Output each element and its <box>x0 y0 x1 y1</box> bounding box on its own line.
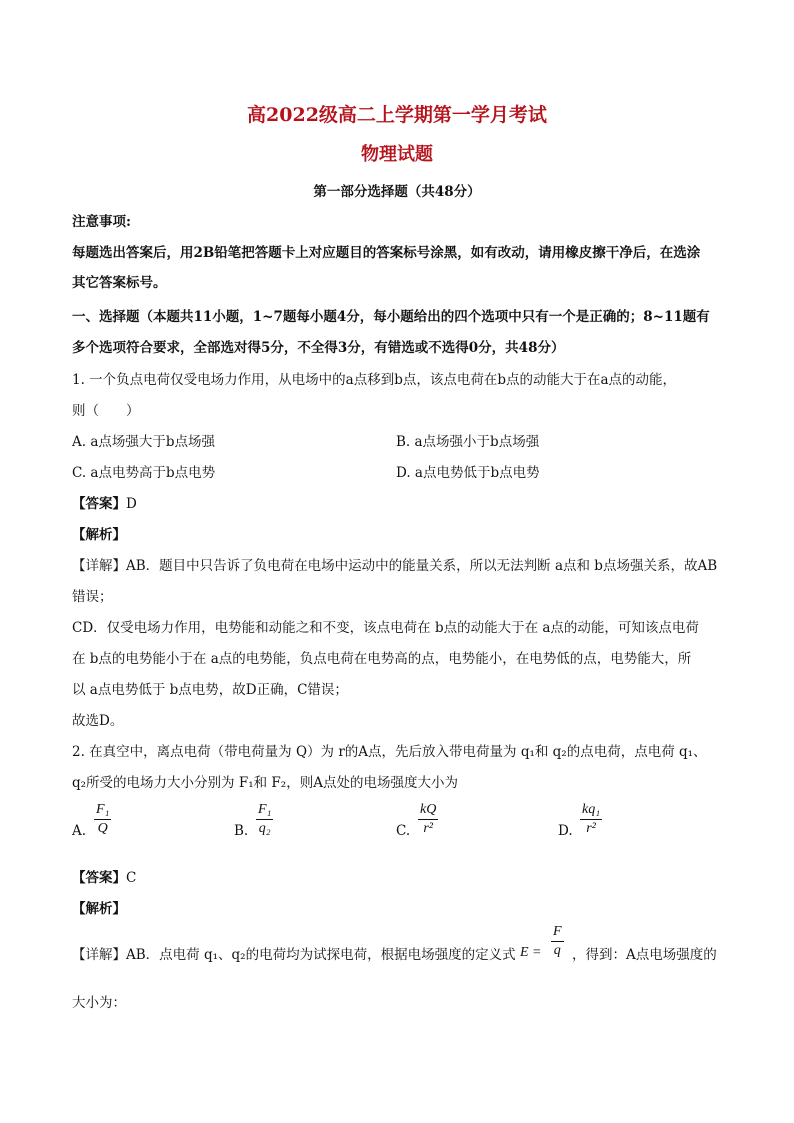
q1-detail-1: 【详解】AB．题目中只告诉了负电荷在电场中运动中的能量关系，所以无法判断 a点和 b点场强关系，故AB <box>72 558 718 574</box>
fraction-bar <box>94 819 111 820</box>
q1-detail-3: CD．仅受电场力作用，电势能和动能之和不变，该点电荷在 b点的动能大于在 a点的动能，可知该点电荷 <box>72 620 699 636</box>
fraction-bar <box>418 819 438 820</box>
q2-option-d-fraction <box>580 802 602 837</box>
q2-formula-denominator: q <box>553 943 561 958</box>
part1-instruction-2: 多个选项符合要求，全部选对得5分，不全得3分，有错选或不选得0分，共48分） <box>72 340 565 356</box>
q1-detail-4: 在 b点的电势能小于在 a点的电势能，负点电荷在电势高的点，电势能小，在电势低的点，电势能大，所 <box>72 651 692 667</box>
q2-option-d-denominator: r² <box>586 821 596 836</box>
q2-formula-lhs: E = <box>520 945 542 960</box>
q2-option-a-fraction <box>94 802 111 837</box>
q1-answer <box>72 494 137 514</box>
q2-option-d-label: D. <box>558 823 573 839</box>
q2-option-b-numerator: F₁ <box>258 802 272 817</box>
q1-answer-value: D <box>126 496 137 512</box>
q2-stem-1: 2. 在真空中，离点电荷（带电荷量为 Q）为 r的A点，先后放入带电荷量为 q₁和 q₂的点电荷，点电荷 q₁、 <box>72 744 707 760</box>
q2-detail-2: 大小为： <box>72 995 126 1011</box>
q1-option-c: C. a点电势高于b点电势 <box>72 465 216 481</box>
notice-heading: 注意事项: <box>72 214 131 230</box>
q1-detail-5: 以 a点电势低于 b点电势，故D正确，C错误； <box>72 682 348 698</box>
q2-stem-2: q₂所受的电场力大小分别为 F₁和 F₂，则A点处的电场强度大小为 <box>72 775 458 791</box>
fraction-bar <box>256 819 273 820</box>
q1-stem-1: 1. 一个负点电荷仅受电场力作用，从电场中的a点移到b点，该点电荷在b点的动能大于在a点的动能， <box>72 372 677 388</box>
exam-title: 高2022级高二上学期第一学月考试 <box>247 104 547 126</box>
q2-option-c-denominator: r² <box>423 821 433 836</box>
q1-detail-2: 错误； <box>72 589 113 605</box>
q2-option-d-numerator: kq₁ <box>582 802 601 817</box>
q2-option-c-numerator: kQ <box>420 802 437 817</box>
q2-detail-1b: ，得到：A点电场强度的 <box>572 947 717 963</box>
q1-option-b: B. a点场强小于b点场强 <box>396 434 540 450</box>
q2-option-c-label: C. <box>396 823 411 839</box>
q2-option-b-denominator: q₂ <box>258 821 271 836</box>
q2-option-a-denominator: Q <box>97 821 108 836</box>
part1-instruction-1: 一、选择题（本题共11小题，1~7题每小题4分，每小题给出的四个选项中只有一个是正确的；8~11题有 <box>72 309 710 325</box>
q2-option-b-fraction <box>256 802 273 837</box>
q2-answer <box>72 868 136 888</box>
fraction-bar <box>551 941 564 942</box>
q1-answer-label: 【答案】 <box>72 496 126 512</box>
q2-option-a-numerator: F₁ <box>96 802 110 817</box>
q1-option-a: A. a点场强大于b点场强 <box>72 434 216 450</box>
q2-formula-numerator: F <box>553 924 562 939</box>
notice-line-1: 每题选出答案后，用2B铅笔把答题卡上对应题目的答案标号涂黑，如有改动，请用橡皮擦干净后，在选涂 <box>72 245 701 261</box>
fraction-bar <box>580 819 602 820</box>
section-heading: 第一部分选择题（共48分） <box>313 184 481 200</box>
q2-option-c-fraction <box>418 802 438 837</box>
q2-detail-1a: 【详解】AB．点电荷 q₁、q₂的电荷均为试探电荷，根据电场强度的定义式 <box>72 947 516 963</box>
q2-formula-fraction <box>551 924 564 959</box>
q2-option-b-label: B. <box>234 823 249 839</box>
q2-option-a-label: A. <box>72 823 87 839</box>
q1-stem-2: 则（ ） <box>72 403 140 419</box>
q1-analysis-label: 【解析】 <box>72 527 126 543</box>
q2-answer-label: 【答案】 <box>72 870 126 886</box>
notice-line-2: 其它答案标号。 <box>72 275 167 291</box>
q2-answer-value: C <box>126 870 137 886</box>
q1-conclusion: 故选D。 <box>72 713 124 729</box>
q1-option-d: D. a点电势低于b点电势 <box>396 465 540 481</box>
exam-subtitle: 物理试题 <box>361 144 433 165</box>
q2-analysis-label: 【解析】 <box>72 901 126 917</box>
